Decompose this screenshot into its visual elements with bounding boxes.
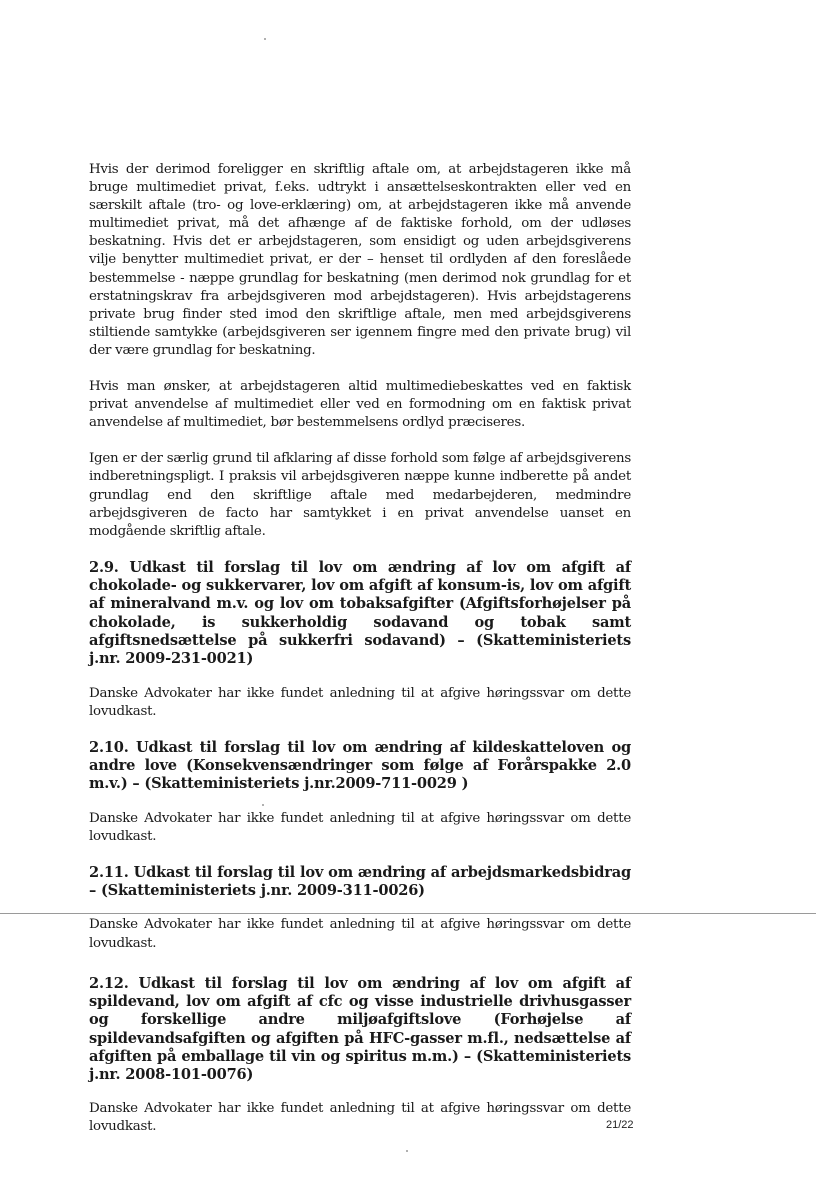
scan-fold-line: [0, 913, 816, 914]
section-heading-2-12: 2.12. Udkast til forslag til lov om ændring af lov om afgift af spildevand, lov om afgift af cfc og visse industrielle drivhusgasser og forskellige andre miljøafgiftslove (Forhøjelse af spildevandsafgiften og afgiften på HFC-gasser m.fl., nedsættelse af afgiften på emballage til vin og spiritus m.m.) – (Skatteministeriets j.nr. 2008-101-0076): [89, 974, 631, 1084]
section-body: Danske Advokater har ikke fundet anledning til at afgive høringssvar om dette lovudkast.: [89, 917, 631, 951]
section-heading-2-11: 2.11. Udkast til forslag til lov om ændring af arbejdsmarkedsbidrag – (Skatteministeriets j.nr. 2009-311-0026): [89, 863, 631, 900]
page-number: 21/22: [606, 1119, 634, 1131]
section-body: Danske Advokater har ikke fundet anledning til at afgive høringssvar om dette lovudkast.: [89, 810, 631, 844]
section-body: Danske Advokater har ikke fundet anledning til at afgive høringssvar om dette lovudkast.: [89, 685, 631, 719]
body-paragraph: Hvis man ønsker, at arbejdstageren altid multimediebeskattes ved en faktisk privat anvendelse af multimediet eller ved en formodning om en faktisk privat anvendelse af multimediet, bør bestemmelsens ordlyd præciseres.: [89, 379, 631, 431]
section-heading-2-10: 2.10. Udkast til forslag til lov om ændring af kildeskatteloven og andre love (Konsekvensændringer som følge af Forårspakke 2.0 m.v.) – (Skatteministeriets j.nr.2009-711-0029 ): [89, 738, 631, 793]
section-body: Danske Advokater har ikke fundet anledning til at afgive høringssvar om dette lovudkast.: [89, 1101, 631, 1135]
section-heading-2-9: 2.9. Udkast til forslag til lov om ændring af lov om afgift af chokolade- og sukkervarer, lov om afgift af konsum-is, lov om afgift af mineralvand m.v. og lov om tobaksafgifter (Afgiftsforhøjelser på chokolade, is sukkerholdig sodavand og tobak samt afgiftsnedsættelse på sukkerfri sodavand) – (Skatteministeriets j.nr. 2009-231-0021): [89, 558, 631, 668]
document-page: [89, 161, 631, 1137]
scan-speck: [406, 1150, 408, 1152]
body-paragraph: Igen er der særlig grund til afklaring af disse forhold som følge af arbejdsgiverens indberetningspligt. I praksis vil arbejdsgiveren næppe kunne indberette på andet grundlag end den skriftlige aftale med medarbejderen, medmindre arbejdsgiveren de facto har samtykket i en privat anvendelse uanset en modgående skriftlig aftale.: [89, 451, 631, 539]
scan-speck: [264, 38, 266, 40]
body-paragraph: Hvis der derimod foreligger en skriftlig aftale om, at arbejdstageren ikke må bruge multimediet privat, f.eks. udtrykt i ansættelseskontrakten eller ved en særskilt aftale (tro- og love-erklæring) om, at arbejdstageren ikke må anvende multimediet privat, må det afhænge af de faktiske forhold, om der udløses beskatning. Hvis det er arbejdstageren, som ensidigt og uden arbejdsgiverens vilje benytter multimediet privat, er der – henset til ordlyden af den foreslåede bestemmelse - næppe grundlag for beskatning (men derimod nok grundlag for et erstatningskrav fra arbejdsgiveren mod arbejdstageren). Hvis arbejdstagerens private brug finder sted imod den skriftlige aftale, men med arbejdsgiverens stiltiende samtykke (arbejdsgiveren ser igennem fingre med den private brug) vil der være grundlag for beskatning.: [89, 162, 631, 358]
